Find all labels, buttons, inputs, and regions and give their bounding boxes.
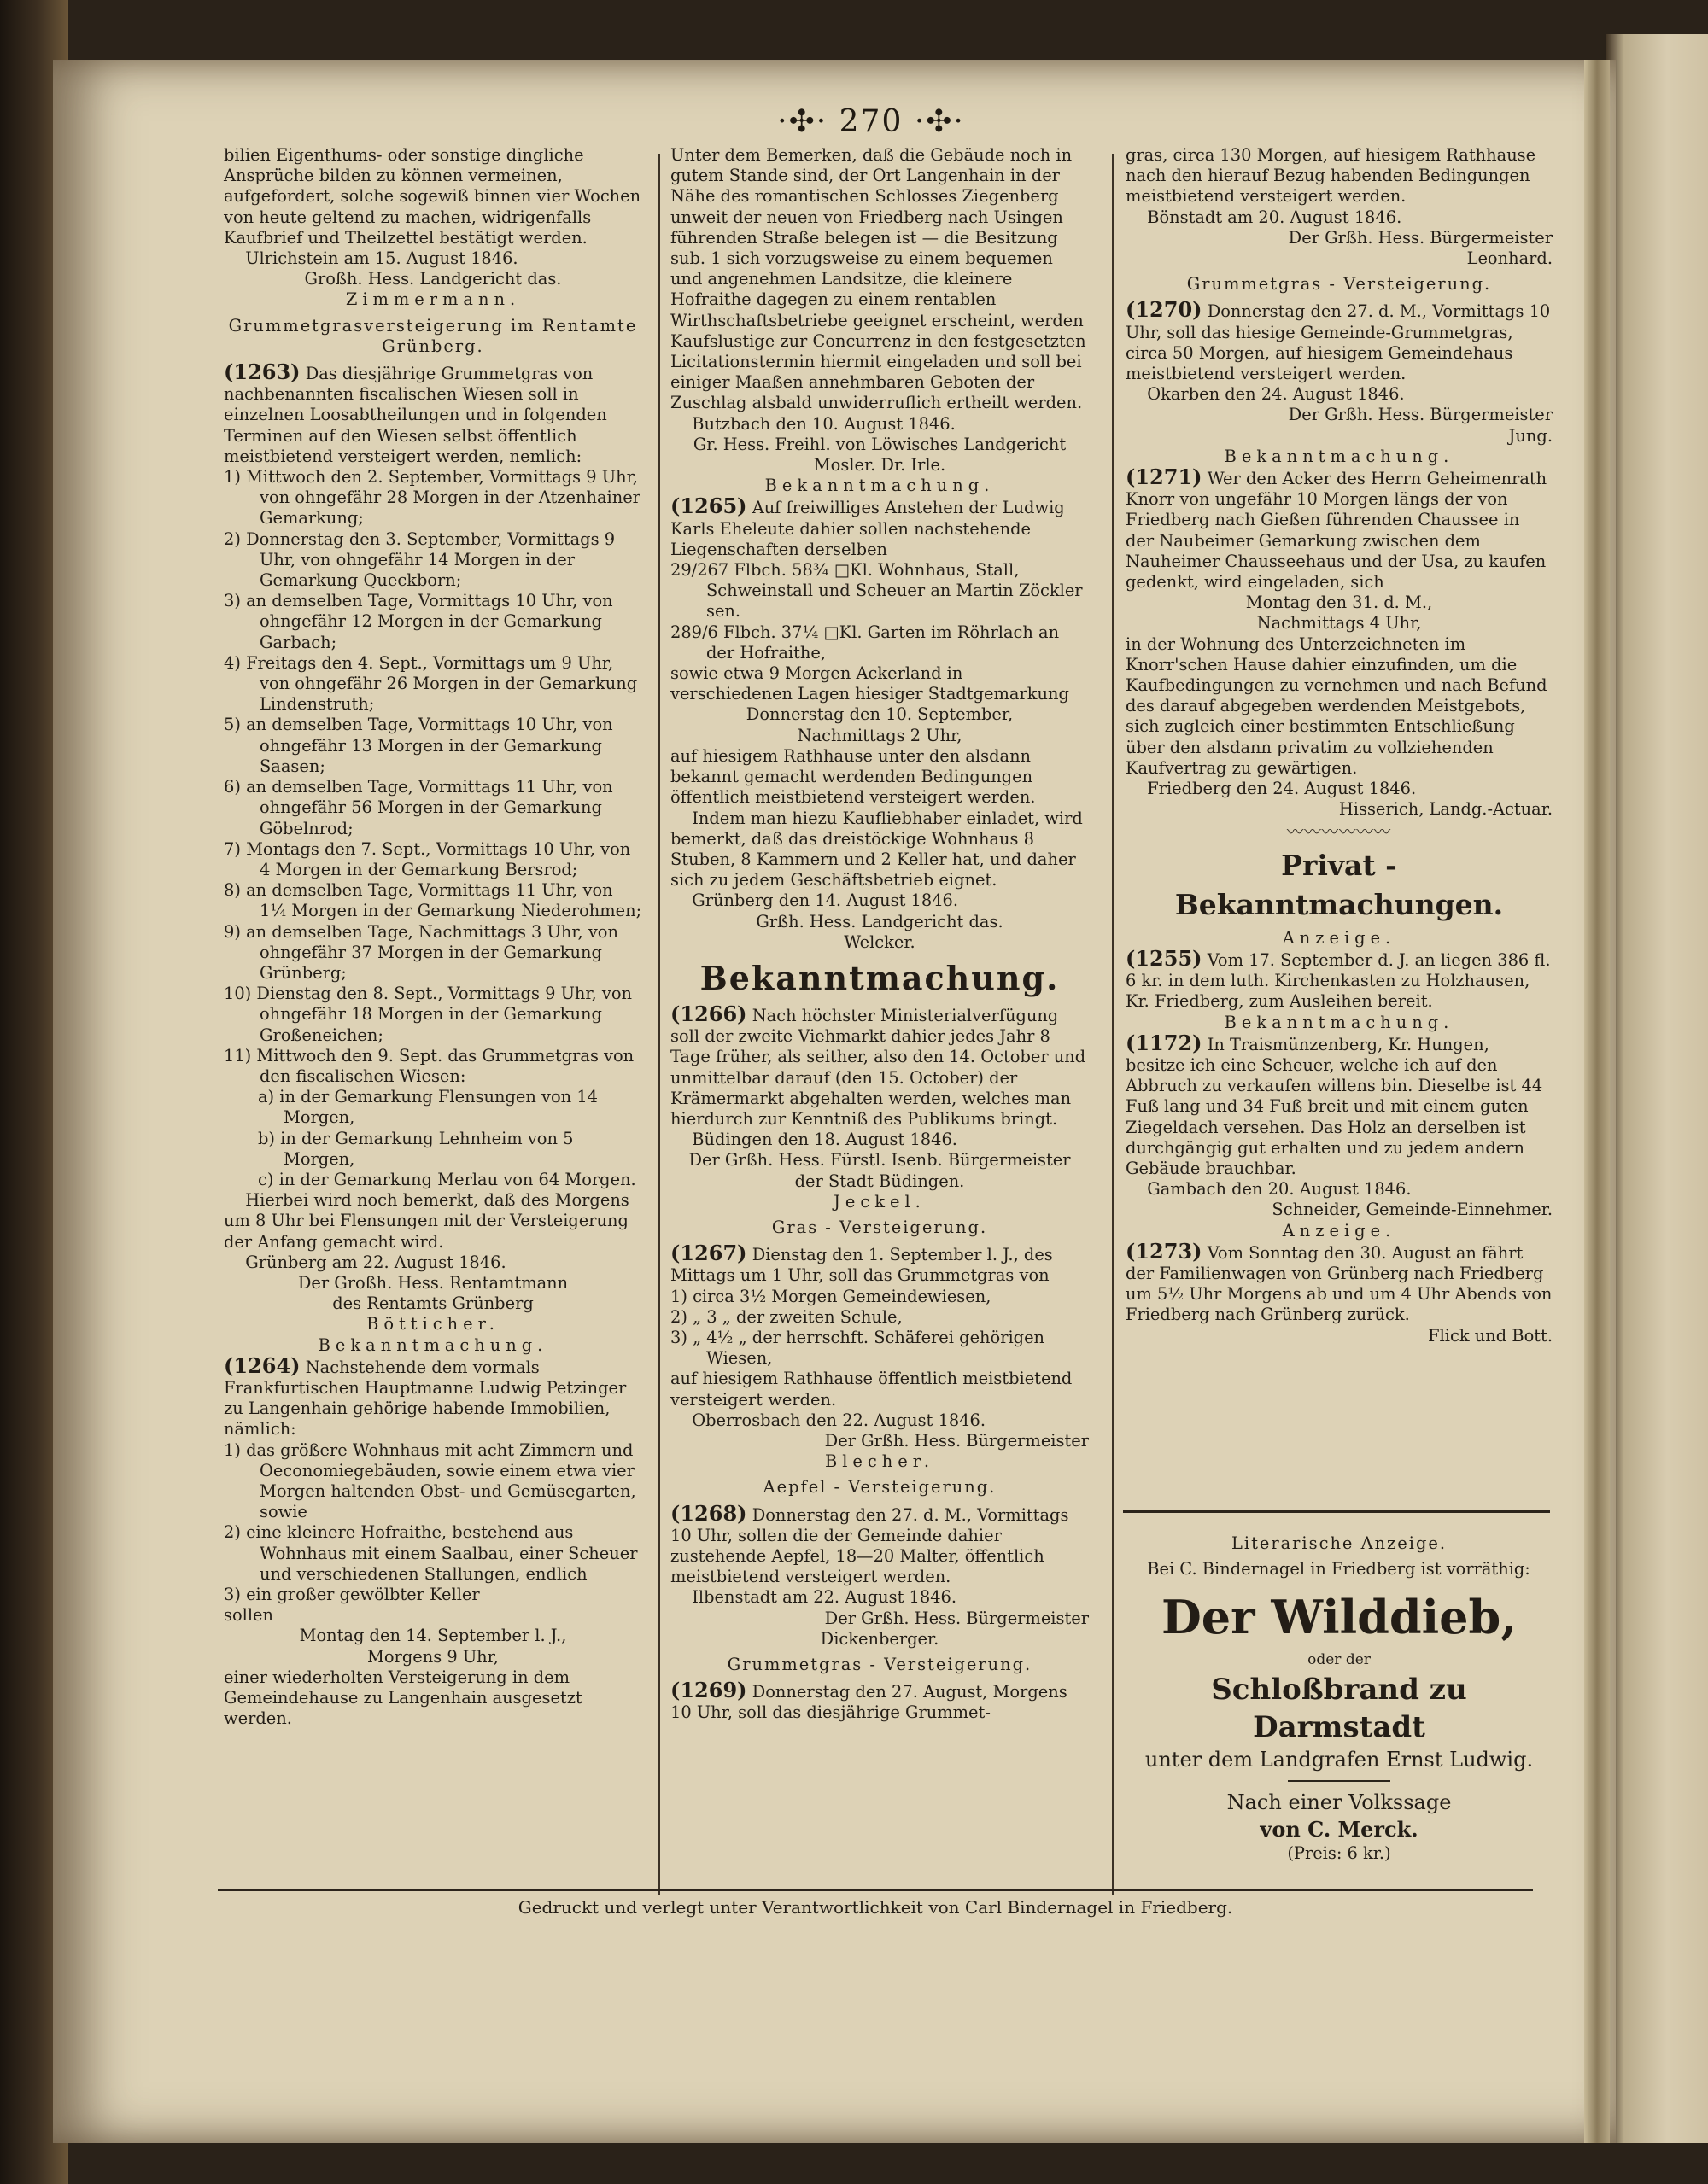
text: Grünberg am 22. August 1846.: [245, 1252, 506, 1272]
text: Leonhard.: [1466, 248, 1553, 269]
page-edge: [1584, 60, 1610, 2143]
text: Grummetgras - Versteigerung.: [727, 1655, 1032, 1675]
text: 289/6 Flbch. 37¼ □Kl. Garten im Röhrlach an der Hofraithe,: [670, 622, 1060, 663]
text: Bekanntmachung.: [699, 958, 1060, 997]
paragraph: [670, 1001, 1089, 1130]
paragraph: [1126, 634, 1553, 779]
text: Hierbei wird noch bemerkt, daß des Morgens um 8 Uhr bei Flensungen mit der Versteigerung der Anfang gemacht wird.: [224, 1190, 629, 1252]
centered-line: [670, 726, 1089, 746]
paragraph: [224, 1605, 642, 1626]
text: Nach höchster Ministerialverfügung soll der zweite Viehmarkt dahier jedes Jahr 8 Tage früher, als seither, also den 14. October und unmittelbar darauf (den 15. October) der Krämermarkt abgehalten werden, welches man hierdurch zur Kenntniß des Publikums bringt.: [670, 1005, 1086, 1129]
text: Der Grßh. Hess. Bürgermeister: [824, 1608, 1089, 1628]
list-item: [224, 1522, 642, 1585]
paragraph: [670, 414, 1089, 435]
paragraph: [670, 1587, 1089, 1608]
text: Dienstag den 1. September l. J., des Mittags um 1 Uhr, soll das Grummetgras von: [670, 1245, 1053, 1286]
book-subtitle: Schloßbrand zu Darmstadt: [1211, 1672, 1467, 1744]
sub-list-item: [224, 1129, 642, 1170]
notice-number: (1273): [1126, 1238, 1202, 1264]
centered-line: [670, 435, 1089, 455]
centered-line: [1126, 613, 1553, 634]
text: Nachmittags 4 Uhr,: [1256, 613, 1422, 634]
centered-line: [224, 1293, 642, 1314]
signature-line: [1126, 1200, 1553, 1220]
text: Indem man hiezu Kaufliebhaber einladet, wird bemerkt, daß das dreistöckige Wohnhaus 8 Stuben, 8 Kammern und 2 Keller hat, und daher sich zu jedem Geschäftsbetrieb eignet.: [670, 808, 1083, 891]
text: Oberrosbach den 22. August 1846.: [692, 1410, 986, 1430]
text: 1) das größere Wohnhaus mit acht Zimmern und Oeconomiegebäuden, sowie einem etwa vier Morgen haltenden Obst- und Gemüsegarten, sowie: [224, 1439, 636, 1522]
paragraph: [1126, 1030, 1553, 1179]
notice-number: (1268): [670, 1500, 747, 1526]
paragraph: [1126, 145, 1553, 207]
text: Butzbach den 10. August 1846.: [692, 413, 956, 434]
paragraph: [1126, 297, 1553, 384]
section-heading: [670, 1655, 1089, 1675]
paragraph: [1126, 207, 1553, 228]
paragraph: [224, 1352, 642, 1440]
paragraph: [1126, 779, 1553, 799]
text: Grummetgras - Versteigerung.: [1186, 274, 1492, 295]
list-item: [224, 984, 642, 1046]
signature-line: [1126, 426, 1553, 447]
text: Donnerstag den 10. September,: [746, 704, 1014, 725]
list-item: [224, 715, 642, 777]
paragraph: [670, 1500, 1089, 1588]
text: Morgens 9 Uhr,: [367, 1646, 499, 1667]
paragraph: [670, 1369, 1089, 1410]
text: Friedberg den 24. August 1846.: [1147, 779, 1417, 799]
signature-line: [1126, 248, 1553, 269]
list-item: [224, 777, 642, 839]
notice-number: (1172): [1126, 1030, 1202, 1055]
paragraph: [224, 1190, 642, 1253]
text: 2) eine kleinere Hofraithe, bestehend aus Wohnhaus mit einem Saalbau, einer Scheuer und verschiedenen Stallungen, endlich: [224, 1522, 638, 1584]
text: Privat - Bekanntmachungen.: [1174, 848, 1504, 921]
book-author: von C. Merck.: [1260, 1816, 1418, 1842]
centered-line: [224, 1273, 642, 1293]
text: Wer den Acker des Herrn Geheimenrath Knorr von ungefähr 10 Morgen längs der von Friedberg nach Gießen führenden Chaussee in der Naubeimer Gemarkung zwischen dem Nauheimer Chausseehaus und der Usa, zu kaufen gedenkt, wird eingeladen, sich: [1126, 469, 1547, 593]
text: Welcker.: [844, 931, 915, 952]
paragraph: [670, 746, 1089, 809]
text: Großh. Hess. Landgericht das.: [304, 269, 562, 289]
notice-number: (1263): [224, 359, 301, 385]
spaced-heading: [224, 1314, 642, 1334]
centered-line: [670, 1629, 1089, 1650]
text: Schneider, Gemeinde-Einnehmer.: [1272, 1200, 1553, 1220]
paragraph: [1126, 1179, 1553, 1200]
text: a) in der Gemarkung Flensungen von 14 Morgen,: [258, 1087, 598, 1128]
section-heading: [670, 1218, 1089, 1238]
text: sollen: [224, 1605, 273, 1626]
text: Der Grßh. Hess. Fürstl. Isenb. Bürgermeister: [688, 1150, 1071, 1171]
notice-number: (1255): [1126, 945, 1202, 971]
list-item: [670, 560, 1089, 622]
list-item: [670, 1328, 1089, 1369]
text: Büdingen den 18. August 1846.: [692, 1130, 957, 1150]
text: Blecher.: [824, 1451, 935, 1472]
ornament: [1126, 822, 1553, 843]
text: 7) Montags den 7. Sept., Vormittags 10 Uhr, von 4 Morgen in der Gemarkung Bersrod;: [224, 838, 631, 879]
text: des Rentamts Grünberg: [332, 1293, 534, 1314]
column-2: [670, 145, 1089, 1724]
text: gras, circa 130 Morgen, auf hiesigem Rathhause nach den hierauf Bezug habenden Bedingungen meistbietend versteigert werden.: [1126, 145, 1536, 207]
list-item: [670, 622, 1089, 663]
section-title: [1126, 846, 1553, 925]
text: Okarben den 24. August 1846.: [1147, 384, 1405, 405]
paragraph: [670, 1680, 1089, 1723]
literary-top-rule: [1123, 1510, 1550, 1513]
page-number: ·✣· 270 ·✣·: [777, 104, 965, 139]
printer-imprint: Gedruckt und verlegt unter Verantwortlichkeit von Carl Bindernagel in Friedberg.: [518, 1897, 1233, 1918]
text: 11) Mittwoch den 9. Sept. das Grummetgras von den fiscalischen Wiesen:: [224, 1045, 635, 1086]
text: Ulrichstein am 15. August 1846.: [245, 248, 518, 269]
text: Bekanntmachung.: [1224, 446, 1454, 466]
text: Dickenberger.: [820, 1628, 939, 1649]
large-heading: [670, 958, 1089, 999]
text: der Stadt Büdingen.: [794, 1171, 965, 1191]
paragraph: [224, 359, 642, 467]
text: 2) „ 3 „ der zweiten Schule,: [670, 1306, 903, 1327]
paragraph: [1126, 464, 1553, 593]
text: 4) Freitags den 4. Sept., Vormittags um 9 Uhr, von ohngefähr 26 Morgen in der Gemarkung Lindenstruth;: [224, 652, 638, 715]
text: Bekanntmachung.: [318, 1334, 548, 1355]
signature-line: [1126, 799, 1553, 820]
text: Der Grßh. Hess. Bürgermeister: [1288, 405, 1553, 425]
paragraph: [670, 1130, 1089, 1150]
centered-line: [670, 912, 1089, 932]
text: Grummetgrasversteigerung im Rentamte Grünberg.: [228, 315, 638, 356]
text: 10) Dienstag den 8. Sept., Vormittags 9 Uhr, von ohngefähr 18 Morgen in der Gemarkung Großeneichen;: [224, 984, 632, 1045]
notice-number: (1266): [670, 1001, 747, 1026]
text: auf hiesigem Rathhause öffentlich meistbietend versteigert werden.: [670, 1369, 1073, 1410]
text: 6) an demselben Tage, Vormittags 11 Uhr, von ohngefähr 56 Morgen in der Gemarkung Göbelnrod;: [224, 777, 613, 838]
centered-line: [224, 1647, 642, 1667]
text: b) in der Gemarkung Lehnheim von 5 Morgen,: [258, 1128, 574, 1169]
text: Jung.: [1508, 425, 1553, 446]
text: In Traismünzenberg, Kr. Hungen, besitze ich eine Scheuer, welche ich auf den Abbruch zu verkaufen willens bin. Dieselbe ist 44 Fuß lang und 34 Fuß breit und mit einem guten Ziegeldach versehen. Das Holz an derselben ist durchgängig gut erhalten und zu jedem andern Gebäude brauchbar.: [1126, 1034, 1543, 1178]
paragraph: [670, 663, 1089, 704]
paragraph: [224, 248, 642, 269]
list-item: [224, 653, 642, 715]
list-item: [224, 591, 642, 653]
text: Anzeige.: [1282, 1220, 1396, 1241]
list-item: [224, 529, 642, 592]
paragraph: [1126, 1238, 1553, 1326]
text: c) in der Gemarkung Merlau von 64 Morgen.: [258, 1169, 636, 1189]
book-source: Nach einer Volkssage: [1226, 1790, 1452, 1814]
text: Donnerstag den 27. d. M., Vormittags 10 Uhr, sollen die der Gemeinde dahier zustehende Aepfel, 18—20 Malter, öffentlich meistbietend versteigert werden.: [670, 1504, 1069, 1587]
book-landgraf: unter dem Landgrafen Ernst Ludwig.: [1144, 1747, 1534, 1772]
literary-divider: [1288, 1780, 1390, 1782]
list-item: [224, 922, 642, 984]
section-heading: [224, 316, 642, 357]
spaced-heading: [670, 1192, 1089, 1212]
paragraph: [670, 891, 1089, 911]
signature-line: [1126, 228, 1553, 248]
text: Der Großh. Hess. Rentamtmann: [297, 1272, 569, 1293]
literary-intro: Bei C. Bindernagel in Friedberg ist vorräthig:: [1147, 1559, 1530, 1580]
text: Bekanntmachung.: [1224, 1012, 1454, 1032]
text: Hisserich, Landg.-Actuar.: [1338, 799, 1553, 820]
paragraph: [670, 1410, 1089, 1431]
notice-number: (1269): [670, 1678, 747, 1703]
text: sowie etwa 9 Morgen Ackerland in verschiedenen Lagen hiesiger Stadtgemarkung: [670, 663, 1069, 704]
text: 5) an demselben Tage, Vormittags 10 Uhr, von ohngefähr 13 Morgen in der Gemarkung Saasen;: [224, 715, 613, 776]
spaced-heading: [670, 1451, 1089, 1472]
text: Bönstadt am 20. August 1846.: [1147, 207, 1402, 227]
centered-line: [670, 1171, 1089, 1192]
footer-rule: [218, 1889, 1533, 1891]
column-rule-1: [658, 154, 660, 1895]
centered-line: [670, 1150, 1089, 1171]
text: Unter dem Bemerken, daß die Gebäude noch in gutem Stande sind, der Ort Langenhain in der Nähe des romantischen Schlosses Ziegenberg unweit der neuen von Friedberg nach Usingen führenden Straße belegen ist — die Besitzung sub. 1 sich vorzugsweise zu einem bequemen und angenehmen Landsitze, die kleinere Hofraithe dagegen zu einem rentablen Wirthschaftsbetriebe geeignet erscheint, werden Kaufslustige zur Concurrenz in den festgesetzten Licitationstermin hiermit eingeladen und soll bei einiger Maaßen annehmbaren Geboten der Zuschlag alsbald unwiderruflich ertheilt werden.: [670, 145, 1086, 413]
text: Zimmermann.: [345, 289, 521, 310]
text: Flick und Bott.: [1428, 1325, 1553, 1346]
text: Aepfel - Versteigerung.: [763, 1477, 997, 1498]
notice-number: (1270): [1126, 297, 1202, 323]
paragraph: [670, 809, 1089, 891]
text: in der Wohnung des Unterzeichneten im Knorr'schen Hause dahier einzufinden, um die Kaufbedingungen zu vernehmen und nach Befund des darauf abgegeben werdenden Meistgebots, sich zugleich einer bestimmten Entschließung über den alsdann privatim zu vollziehenden Kaufvertrag zu gewärtigen.: [1126, 634, 1547, 778]
paragraph: [224, 1667, 642, 1730]
text: Donnerstag den 27. August, Morgens 10 Uhr, soll das diesjährige Grummet-: [670, 1682, 1068, 1723]
paragraph: [670, 493, 1089, 560]
text: 9) an demselben Tage, Nachmittags 3 Uhr, von ohngefähr 37 Morgen in der Gemarkung Grünberg;: [224, 921, 618, 983]
centered-line: [670, 704, 1089, 725]
list-item: [670, 1287, 1089, 1307]
list-item: [224, 839, 642, 880]
literary-heading: Literarische Anzeige.: [1231, 1533, 1448, 1553]
text: 1) circa 3½ Morgen Gemeindewiesen,: [670, 1286, 991, 1306]
paragraph: [670, 1243, 1089, 1286]
text: 8) an demselben Tage, Vormittags 11 Uhr, von 1¼ Morgen in der Gemarkung Niederohmen;: [224, 880, 642, 921]
text: Bekanntmachung.: [764, 476, 995, 496]
centered-line: [670, 932, 1089, 953]
text: Montag den 31. d. M.,: [1245, 593, 1433, 613]
notice-number: (1265): [670, 493, 747, 519]
text: 3) „ 4½ „ der herrschft. Schäferei gehörigen Wiesen,: [670, 1327, 1045, 1369]
list-item: [224, 1046, 642, 1087]
adjacent-page: [1606, 34, 1708, 2143]
list-item: [224, 467, 642, 529]
signature-line: [670, 1609, 1089, 1629]
text: Gr. Hess. Freihl. von Löwisches Landgericht: [693, 434, 1067, 454]
list-item: [224, 880, 642, 921]
text: Vom 17. September d. J. an liegen 386 fl. 6 kr. in dem luth. Kirchenkasten zu Holzhausen, Kr. Friedberg, zum Ausleihen bereit.: [1126, 949, 1551, 1012]
page-number-text: 270: [839, 104, 904, 139]
text: Grßh. Hess. Landgericht das.: [756, 911, 1003, 931]
text: Gras - Versteigerung.: [771, 1217, 988, 1237]
column-1: [224, 145, 642, 1729]
text: 3) ein großer gewölbter Keller: [224, 1585, 480, 1605]
paragraph: [1126, 384, 1553, 405]
column-rule-2: [1112, 154, 1114, 1895]
literary-advert: [1126, 1528, 1553, 1864]
text: Donnerstag den 27. d. M., Vormittags 10 Uhr, soll das hiesige Gemeinde-Grummetgras, circa 50 Morgen, auf hiesigem Gemeindehaus meistbietend versteigert werden.: [1126, 301, 1551, 384]
section-heading: [670, 1477, 1089, 1498]
sub-list-item: [224, 1087, 642, 1128]
text: Bötticher.: [366, 1314, 500, 1334]
text: Der Grßh. Hess. Bürgermeister: [1288, 227, 1553, 248]
signature-line: [1126, 405, 1553, 425]
centered-line: [1126, 593, 1553, 613]
text: Montag den 14. September l. J.,: [299, 1626, 567, 1646]
list-item: [224, 1440, 642, 1523]
text: 29/267 Flbch. 58¾ □Kl. Wohnhaus, Stall, Schweinstall und Scheuer an Martin Zöckler sen.: [670, 560, 1083, 622]
text: Auf freiwilliges Anstehen der Ludwig Karls Eheleute dahier sollen nachstehende Liegenschaften derselben: [670, 498, 1065, 559]
centered-line: [224, 269, 642, 289]
book-oder: oder der: [1307, 1651, 1371, 1669]
paragraph: [1126, 945, 1553, 1013]
column-3: [1126, 145, 1553, 1346]
text: Jeckel.: [834, 1191, 926, 1212]
text: 1) Mittwoch den 2. September, Vormittags 9 Uhr, von ohngefähr 28 Morgen in der Atzenhainer Gemarkung;: [224, 467, 640, 528]
list-item: [224, 1585, 642, 1605]
list-item: [670, 1307, 1089, 1328]
book-price: (Preis: 6 kr.): [1287, 1842, 1391, 1863]
text: Gambach den 20. August 1846.: [1147, 1179, 1412, 1200]
paragraph: [224, 145, 642, 248]
paragraph: [224, 1253, 642, 1273]
text: 2) Donnerstag den 3. September, Vormittags 9 Uhr, von ohngefähr 14 Morgen in der Gemarkung Queckborn;: [224, 528, 616, 591]
notice-number: (1271): [1126, 464, 1202, 490]
notice-number: (1264): [224, 1352, 301, 1378]
signature-line: [1126, 1326, 1553, 1346]
text: einer wiederholten Versteigerung in dem Gemeindehause zu Langenhain ausgesetzt werden.: [224, 1667, 582, 1729]
text: Ilbenstadt am 22. August 1846.: [692, 1587, 957, 1608]
text: Das diesjährige Grummetgras von nachbenannten fiscalischen Wiesen soll in einzelnen Loosabtheilungen und in folgenden Terminen auf den Wiesen selbst öffentlich meistbietend versteigert werden, nemlich:: [224, 364, 607, 466]
text: auf hiesigem Rathhause unter den alsdann bekannt gemacht werdenden Bedingungen öffentlich meistbietend versteigert werden.: [670, 745, 1036, 808]
paragraph: [670, 145, 1089, 414]
text: Grünberg den 14. August 1846.: [692, 891, 959, 911]
text: 〰〰〰〰〰〰: [1286, 821, 1392, 842]
text: Nachstehende dem vormals Frankfurtischen Hauptmanne Ludwig Petzinger zu Langenhain gehörige habende Immobilien, nämlich:: [224, 1357, 627, 1439]
signature-line: [670, 1431, 1089, 1451]
text: Mosler. Dr. Irle.: [813, 455, 946, 476]
text: Anzeige.: [1282, 927, 1396, 948]
text: 3) an demselben Tage, Vormittags 10 Uhr, von ohngefähr 12 Morgen in der Gemarkung Garbach;: [224, 591, 613, 652]
centered-line: [224, 1626, 642, 1646]
text: bilien Eigenthums- oder sonstige dingliche Ansprüche bilden zu können vermeinen, aufgefordert, solche sogewiß binnen vier Wochen von heute geltend zu machen, widrigenfalls Kaufbrief und Theilzettel bestätigt werden.: [224, 145, 641, 248]
sub-list-item: [224, 1170, 642, 1190]
spaced-heading: [224, 289, 642, 310]
text: Der Grßh. Hess. Bürgermeister: [824, 1430, 1089, 1451]
text: Nachmittags 2 Uhr,: [797, 725, 962, 745]
notice-number: (1267): [670, 1241, 747, 1266]
text: Vom Sonntag den 30. August an fährt der Familienwagen von Grünberg nach Friedberg um 5½ Uhr Morgens ab und um 4 Uhr Abends von Friedberg nach Grünberg zurück.: [1126, 1242, 1553, 1325]
section-heading: [1126, 274, 1553, 295]
centered-line: [670, 455, 1089, 476]
book-title: Der Wilddieb,: [1161, 1590, 1518, 1645]
